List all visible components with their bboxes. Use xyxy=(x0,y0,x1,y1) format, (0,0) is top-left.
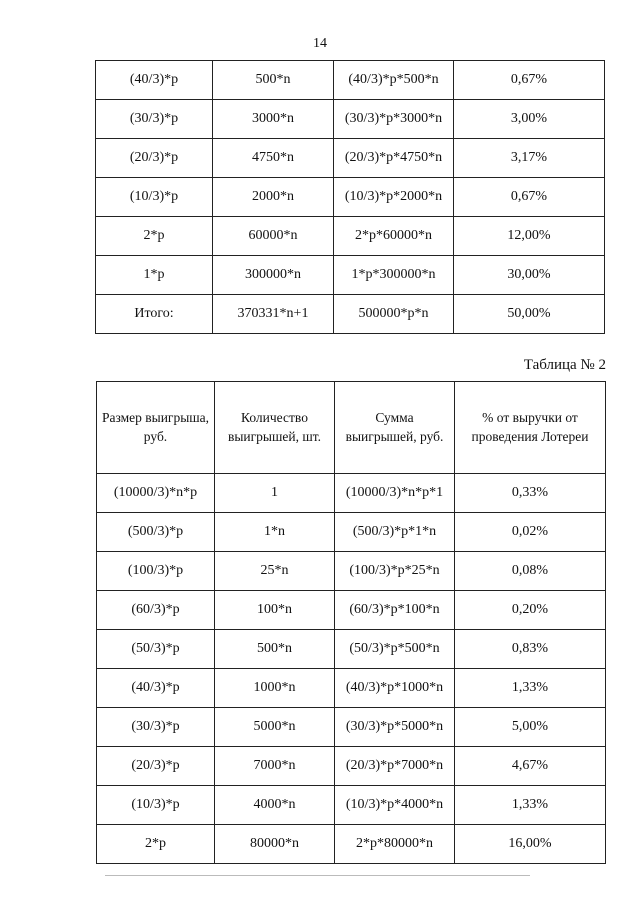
cell-prize-size: (10000/3)*n*p xyxy=(97,474,215,513)
table-row xyxy=(96,61,605,100)
cell-prize-sum: (60/3)*p*100*n xyxy=(335,591,455,630)
cell-prize-size: (30/3)*p xyxy=(96,100,213,139)
cell-revenue-percent: 0,83% xyxy=(455,630,606,669)
scan-edge-rule xyxy=(105,875,530,876)
cell-revenue-percent: 4,67% xyxy=(455,747,606,786)
cell-revenue-percent: 0,08% xyxy=(455,552,606,591)
cell-revenue-percent: 50,00% xyxy=(454,295,605,334)
cell-prize-count: 4000*n xyxy=(215,786,335,825)
cell-prize-size: (60/3)*p xyxy=(97,591,215,630)
cell-prize-size: (30/3)*p xyxy=(97,708,215,747)
cell-prize-sum: (50/3)*p*500*n xyxy=(335,630,455,669)
cell-prize-sum: (40/3)*p*500*n xyxy=(334,61,454,100)
cell-prize-size: (20/3)*p xyxy=(97,747,215,786)
cell-revenue-percent: 12,00% xyxy=(454,217,605,256)
cell-prize-size: 2*p xyxy=(96,217,213,256)
cell-prize-size: (500/3)*p xyxy=(97,513,215,552)
cell-prize-size: (10/3)*p xyxy=(96,178,213,217)
cell-prize-sum: (10/3)*p*2000*n xyxy=(334,178,454,217)
cell-prize-size: (10/3)*p xyxy=(97,786,215,825)
cell-prize-size: (20/3)*p xyxy=(96,139,213,178)
cell-prize-sum: (100/3)*p*25*n xyxy=(335,552,455,591)
table-row xyxy=(97,786,606,825)
cell-prize-count: 500*n xyxy=(215,630,335,669)
table-header-row xyxy=(97,382,606,474)
cell-revenue-percent: 16,00% xyxy=(455,825,606,864)
prize-table-2 xyxy=(96,381,606,864)
cell-prize-count: 500*n xyxy=(213,61,334,100)
cell-prize-count: 1 xyxy=(215,474,335,513)
table-row xyxy=(97,474,606,513)
page-number: 14 xyxy=(313,36,327,51)
cell-prize-sum: 2*p*60000*n xyxy=(334,217,454,256)
table-row xyxy=(96,217,605,256)
header-prize-size: Размер выигрыша, руб. xyxy=(97,382,215,474)
table-row xyxy=(96,256,605,295)
cell-prize-sum: (10000/3)*n*p*1 xyxy=(335,474,455,513)
table-row xyxy=(96,100,605,139)
cell-prize-size: Итого: xyxy=(96,295,213,334)
cell-prize-sum: (500/3)*p*1*n xyxy=(335,513,455,552)
table-row xyxy=(96,295,605,334)
table-row xyxy=(96,139,605,178)
cell-revenue-percent: 1,33% xyxy=(455,669,606,708)
cell-revenue-percent: 0,20% xyxy=(455,591,606,630)
table-row xyxy=(97,513,606,552)
cell-prize-count: 100*n xyxy=(215,591,335,630)
cell-revenue-percent: 3,00% xyxy=(454,100,605,139)
cell-revenue-percent: 0,67% xyxy=(454,61,605,100)
table-row xyxy=(97,669,606,708)
cell-prize-sum: (10/3)*p*4000*n xyxy=(335,786,455,825)
cell-prize-count: 1000*n xyxy=(215,669,335,708)
cell-prize-count: 3000*n xyxy=(213,100,334,139)
table-row xyxy=(97,708,606,747)
cell-revenue-percent: 3,17% xyxy=(454,139,605,178)
cell-prize-count: 80000*n xyxy=(215,825,335,864)
cell-prize-sum: (40/3)*p*1000*n xyxy=(335,669,455,708)
table-caption: Таблица № 2 xyxy=(523,357,606,373)
cell-prize-size: 2*p xyxy=(97,825,215,864)
cell-prize-count: 1*n xyxy=(215,513,335,552)
cell-prize-count: 4750*n xyxy=(213,139,334,178)
cell-revenue-percent: 30,00% xyxy=(454,256,605,295)
cell-prize-count: 370331*n+1 xyxy=(213,295,334,334)
cell-prize-count: 25*n xyxy=(215,552,335,591)
cell-prize-size: 1*p xyxy=(96,256,213,295)
table-row xyxy=(96,178,605,217)
table-row xyxy=(97,747,606,786)
table-row xyxy=(97,630,606,669)
cell-prize-sum: (30/3)*p*3000*n xyxy=(334,100,454,139)
cell-prize-count: 5000*n xyxy=(215,708,335,747)
cell-revenue-percent: 0,02% xyxy=(455,513,606,552)
table-row xyxy=(97,591,606,630)
cell-prize-sum: 500000*p*n xyxy=(334,295,454,334)
cell-prize-size: (40/3)*p xyxy=(96,61,213,100)
header-revenue-percent: % от выручки от проведения Лотереи xyxy=(455,382,606,474)
header-prize-sum: Сумма выигрышей, руб. xyxy=(335,382,455,474)
cell-prize-sum: 1*p*300000*n xyxy=(334,256,454,295)
cell-prize-size: (100/3)*p xyxy=(97,552,215,591)
cell-prize-count: 300000*n xyxy=(213,256,334,295)
cell-prize-sum: (30/3)*p*5000*n xyxy=(335,708,455,747)
table-row xyxy=(97,825,606,864)
cell-prize-count: 7000*n xyxy=(215,747,335,786)
cell-revenue-percent: 0,33% xyxy=(455,474,606,513)
cell-revenue-percent: 1,33% xyxy=(455,786,606,825)
cell-revenue-percent: 0,67% xyxy=(454,178,605,217)
cell-prize-count: 60000*n xyxy=(213,217,334,256)
prize-table-continued xyxy=(95,60,605,334)
cell-prize-count: 2000*n xyxy=(213,178,334,217)
cell-prize-sum: 2*p*80000*n xyxy=(335,825,455,864)
table-row xyxy=(97,552,606,591)
cell-prize-sum: (20/3)*p*4750*n xyxy=(334,139,454,178)
cell-prize-sum: (20/3)*p*7000*n xyxy=(335,747,455,786)
cell-prize-size: (40/3)*p xyxy=(97,669,215,708)
cell-prize-size: (50/3)*p xyxy=(97,630,215,669)
cell-revenue-percent: 5,00% xyxy=(455,708,606,747)
header-prize-count: Количество выигрышей, шт. xyxy=(215,382,335,474)
